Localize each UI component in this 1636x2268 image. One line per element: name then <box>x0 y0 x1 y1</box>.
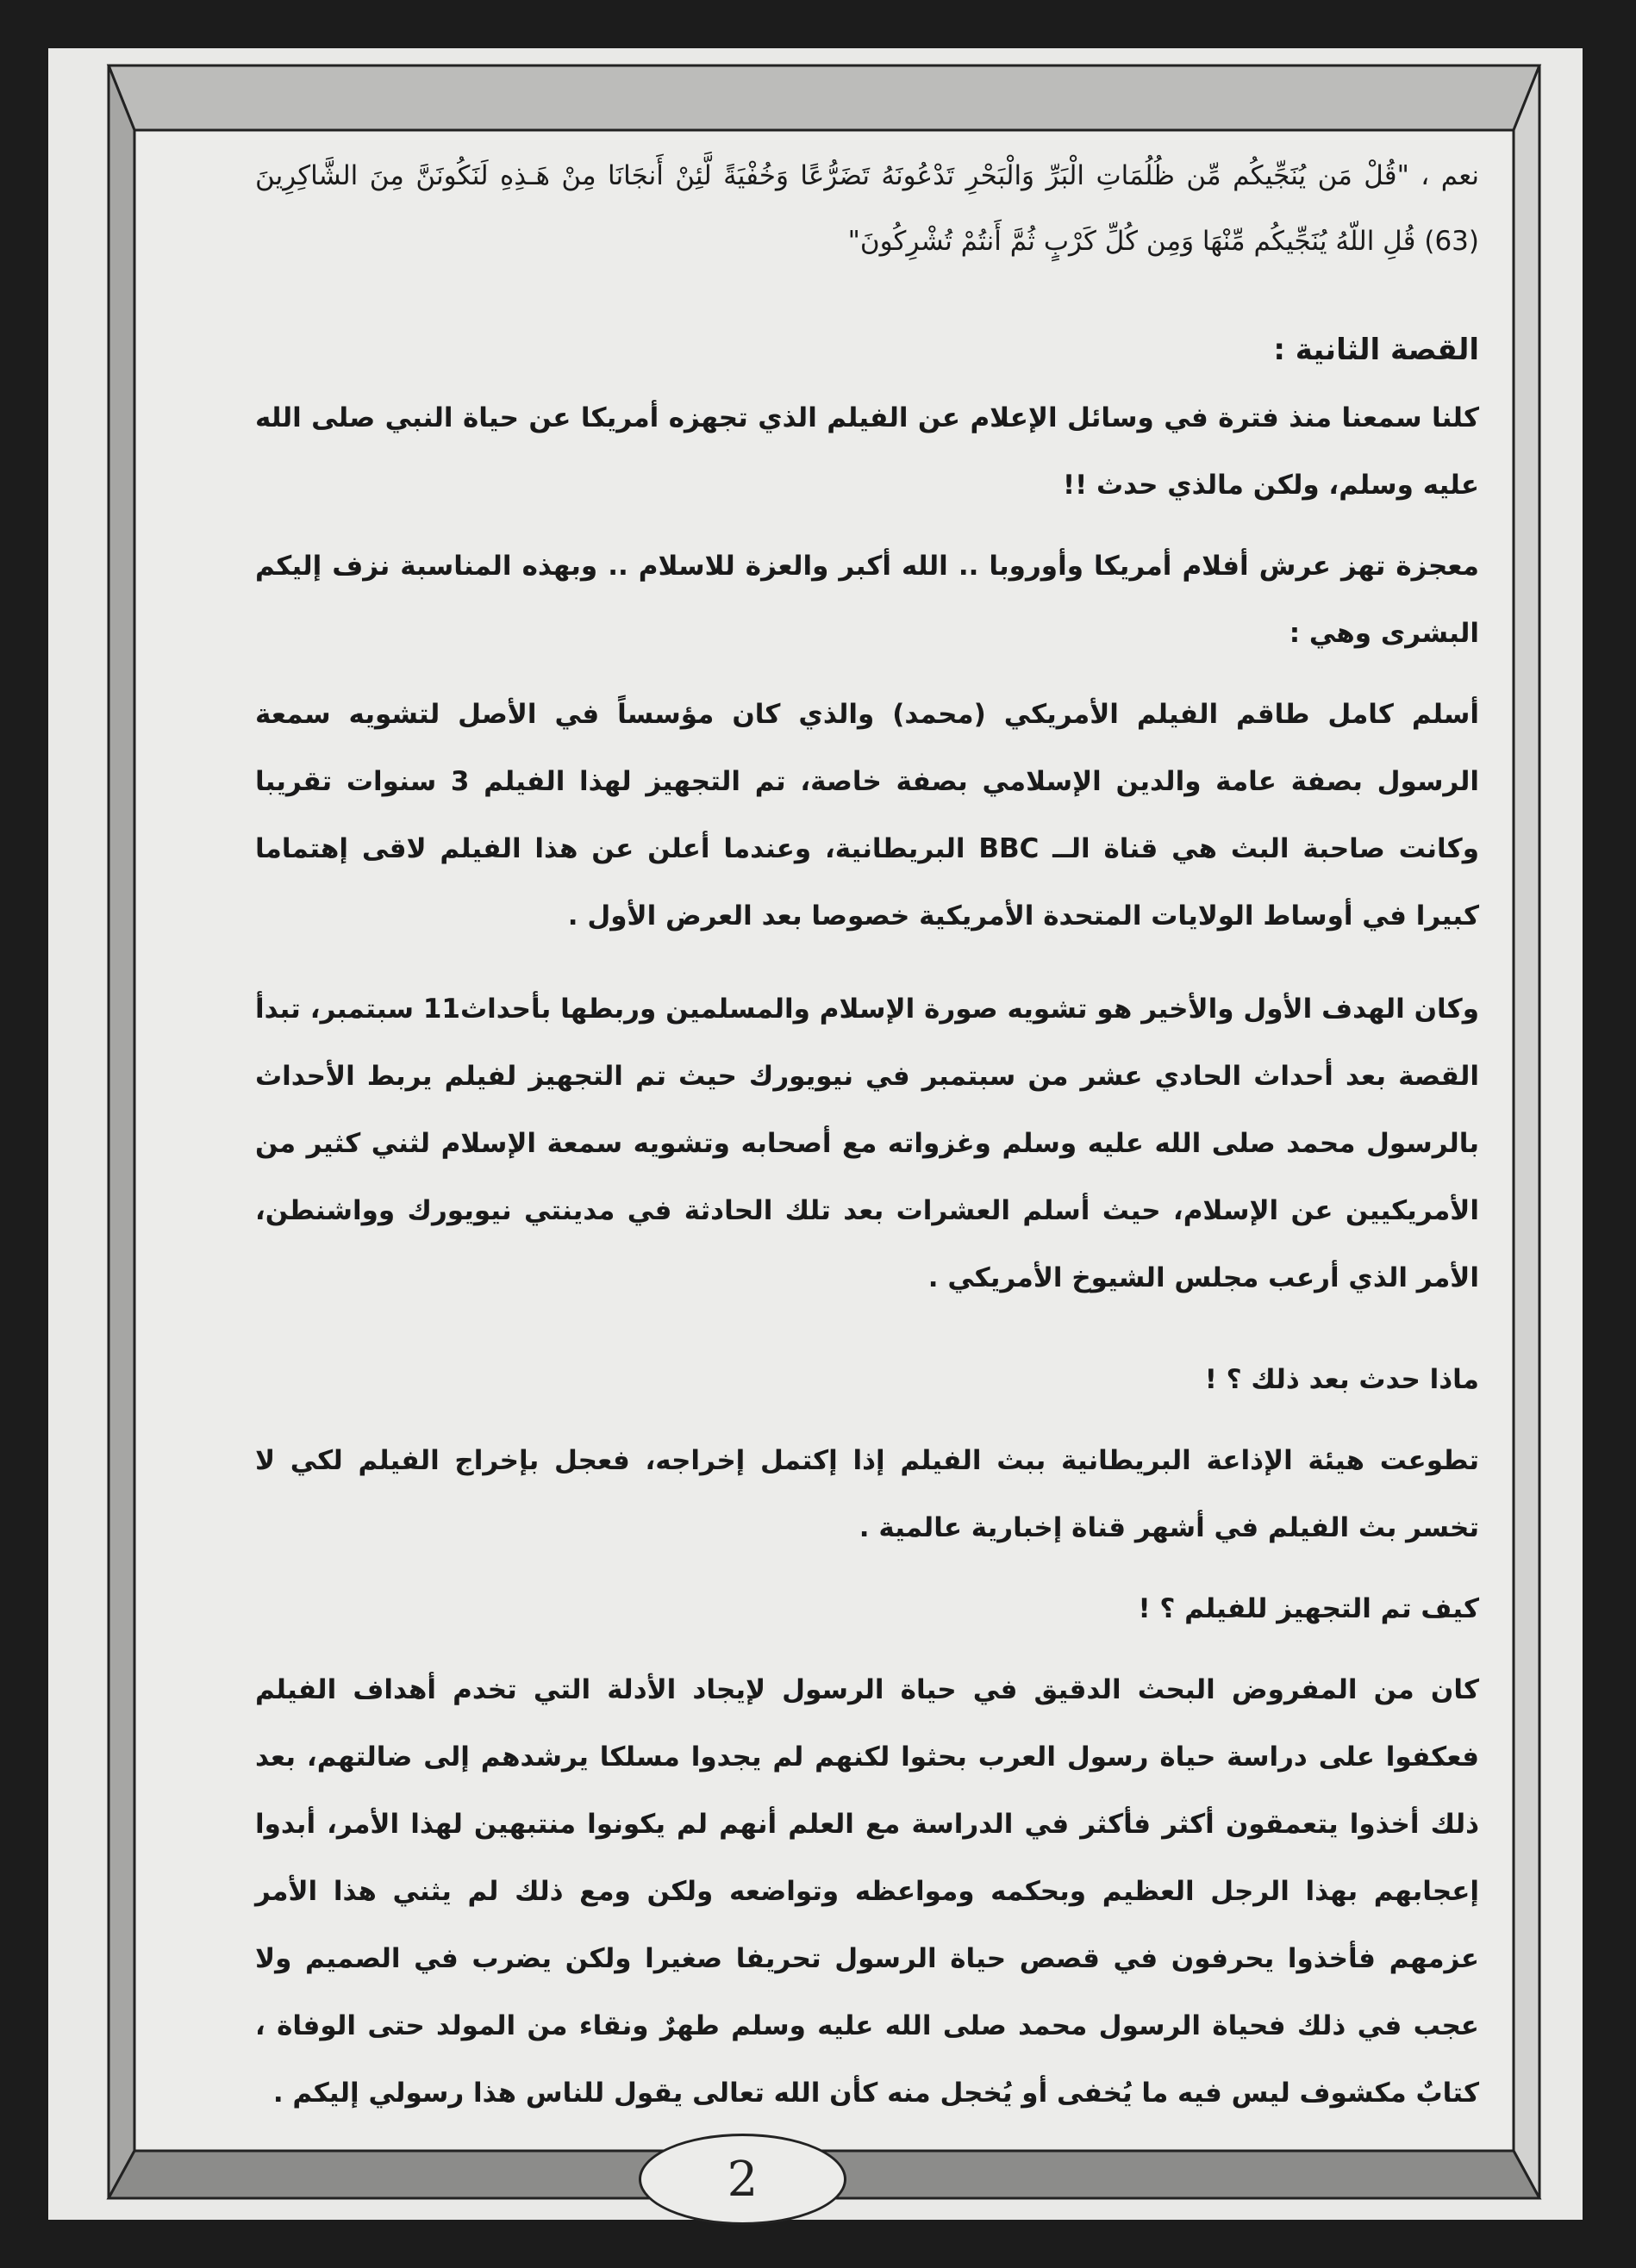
paragraph: كان من المفروض البحث الدقيق في حياة الرسول لإيجاد الأدلة التي تخدم أهداف الفيلم فعكفوا على دراسة حياة رسول العرب بحثوا لكنهم لم يجدوا مسلكا يرشدهم إلى ضالتهم، بعد ذلك أخذوا يتعمقون أكثر فأكثر في الدراسة مع العلم أنهم لم يكونوا منتبهين لهذا الأمر، أبدوا إعجابهم بهذا الرجل العظيم وبحكمه ومواعظه وتواضعه ولكن ومع ذلك لم يثني هذا الأمر عزمهم فأخذوا يحرفون في قصص حياة الرسول تحريفا صغيرا ولكن يضرب في الصميم ولا عجب في ذلك فحياة الرسول محمد صلى الله عليه وسلم طهرٌ ونقاء من المولد حتى الوفاة ، كتابٌ مكشوف ليس فيه ما يُخفى أو يُخجل منه كأن الله تعالى يقول للناس هذا رسولي إليكم . <box>255 1674 1479 2109</box>
page-number: 2 <box>639 2134 846 2225</box>
paragraph: معجزة تهز عرش أفلام أمريكا وأوروبا .. الله أكبر والعزة للاسلام .. وبهذه المناسبة نزف إليكم البشرى وهي : <box>255 551 1479 649</box>
paragraph: تطوعت هيئة الإذاعة البريطانية ببث الفيلم إذا إكتمل إخراجه، فعجل بإخراج الفيلم لكي لا تخسر بث الفيلم في أشهر قناة إخبارية عالمية . <box>255 1445 1479 1543</box>
question-heading: كيف تم التجهيز للفيلم ؟ ! <box>1138 1593 1479 1624</box>
quran-verse: نعم ، "قُلْ مَن يُنَجِّيكُم مِّن ظُلُمَاتِ الْبَرِّ وَالْبَحْرِ تَدْعُونَهُ تَضَرُّعًا وَخُفْيَةً لَّئِنْ أَنجَانَا مِنْ هَـذِهِ لَنَكُونَنَّ مِنَ الشَّاكِرِينَ (63) قُلِ اللّهُ يُنَجِّيكُم مِّنْهَا وَمِن كُلِّ كَرْبٍ ثُمَّ أَنتُمْ تُشْرِكُونَ" <box>255 160 1479 257</box>
paragraph: وكان الهدف الأول والأخير هو تشويه صورة الإسلام والمسلمين وربطها بأحداث11 سبتمبر، تبدأ القصة بعد أحداث الحادي عشر من سبتمبر في نيويورك حيث تم التجهيز لفيلم يربط الأحداث بالرسول محمد صلى الله عليه وسلم وغزواته مع أصحابه وتشويه سمعة الإسلام لثني كثير من الأمريكيين عن الإسلام، حيث أسلم العشرات بعد تلك الحادثة في مدينتي نيويورك وواشنطن، الأمر الذي أرعب مجلس الشيوخ الأمريكي . <box>255 994 1479 1293</box>
document-page <box>48 48 1583 2220</box>
section-heading: القصة الثانية : <box>1273 333 1479 367</box>
question-heading: ماذا حدث بعد ذلك ؟ ! <box>1204 1364 1479 1395</box>
paragraph: كلنا سمعنا منذ فترة في وسائل الإعلام عن الفيلم الذي تجهزه أمريكا عن حياة النبي صلى الله عليه وسلم، ولكن مالذي حدث !! <box>255 402 1479 501</box>
paragraph: أسلم كامل طاقم الفيلم الأمريكي (محمد) والذي كان مؤسساً في الأصل لتشويه سمعة الرسول بصفة عامة والدين الإسلامي بصفة خاصة، تم التجهيز لهذا الفيلم 3 سنوات تقريبا وكانت صاحبة البث هي قناة الــ BBC البريطانية، وعندما أعلن عن هذا الفيلم لاقى إهتماما كبيرا في أوساط الولايات المتحدة الأمريكية خصوصا بعد العرض الأول . <box>255 699 1479 932</box>
article-body <box>255 143 1479 2140</box>
